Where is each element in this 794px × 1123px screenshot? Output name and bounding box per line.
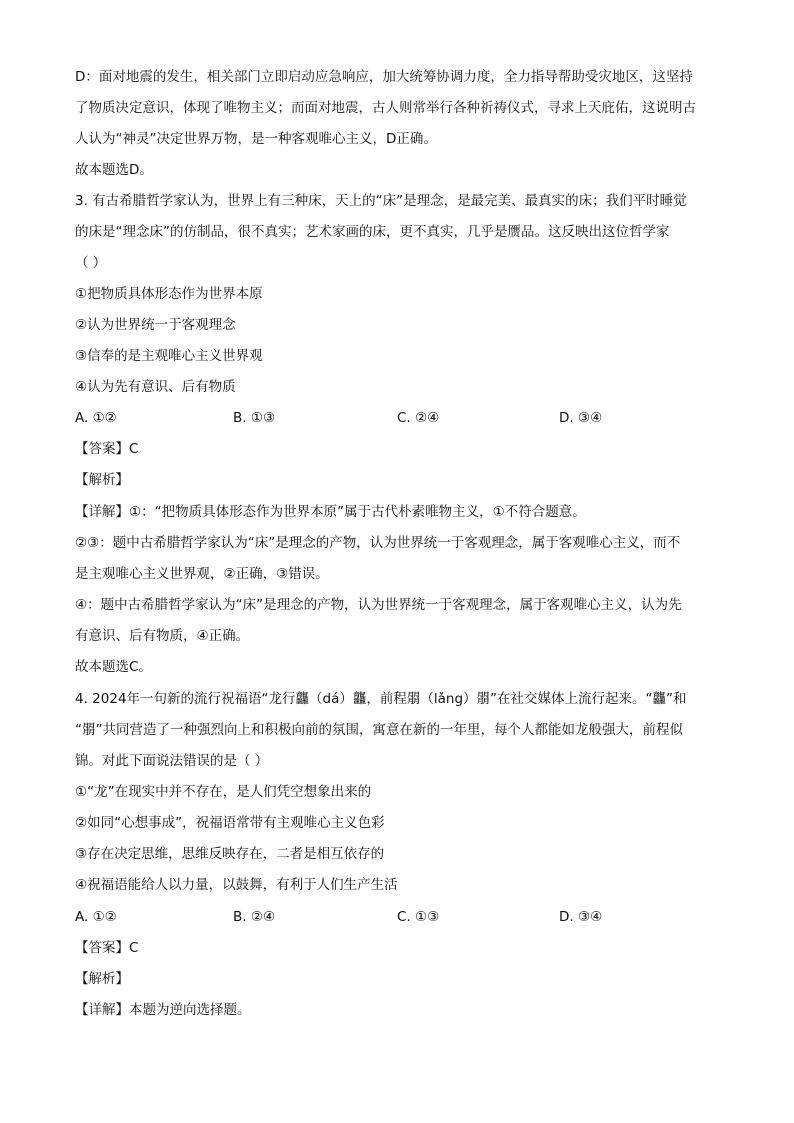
option-d: D. ③④ bbox=[559, 909, 603, 925]
answer-label: 【答案】C bbox=[75, 940, 139, 956]
option-b: B. ①③ bbox=[233, 410, 276, 426]
question-3-stem: （ ） bbox=[75, 255, 107, 271]
detail-line: ②③：题中古希腊哲学家认为“床”是理念的产物，认为世界统一于客观理念，属于客观唯心主义，而不 bbox=[75, 535, 681, 551]
detail-line: 故本题选C。 bbox=[75, 659, 152, 675]
text-line: D：面对地震的发生，相关部门立即启动应急响应，加大统筹协调力度，全力指导帮助受灾地区，这坚持 bbox=[75, 69, 693, 85]
option-a: A. ①② bbox=[75, 410, 117, 426]
question-3-item: ②认为世界统一于客观理念 bbox=[75, 317, 236, 333]
question-3-item: ③信奉的是主观唯心主义世界观 bbox=[75, 348, 263, 364]
analysis-label: 【解析】 bbox=[75, 472, 129, 488]
question-4-options bbox=[75, 908, 725, 926]
option-d: D. ③④ bbox=[559, 410, 603, 426]
option-a: A. ①② bbox=[75, 909, 117, 925]
question-4-stem: 4. 2024年一句新的流行祝福语“龙行龘（dá）龘，前程朤（lǎng）朤”在社交媒体上流行起来。“龘”和 bbox=[75, 691, 687, 707]
question-4-stem: “朤”共同营造了一种强烈向上和积极向前的氛围，寓意在新的一年里，每个人都能如龙般强大，前程似 bbox=[75, 722, 683, 738]
question-4-stem: 锦。对此下面说法错误的是（ ） bbox=[75, 753, 269, 769]
question-3-item: ①把物质具体形态作为世界本原 bbox=[75, 286, 263, 302]
detail-line: 【详解】①：“把物质具体形态作为世界本原”属于古代朴素唯物主义，①不符合题意。 bbox=[75, 504, 586, 520]
option-b: B. ②④ bbox=[233, 909, 276, 925]
question-3-item: ④认为先有意识、后有物质 bbox=[75, 379, 236, 395]
text-line: 了物质决定意识，体现了唯物主义；而面对地震，古人则常举行各种祈祷仪式，寻求上天庇佑，这说明古 bbox=[75, 100, 696, 116]
option-c: C. ①③ bbox=[397, 909, 440, 925]
answer-label: 【答案】C bbox=[75, 441, 139, 457]
question-3-options bbox=[75, 409, 725, 427]
question-3-stem: 3. 有古希腊哲学家认为，世界上有三种床，天上的“床”是理念，是最完美、最真实的床；我们平时睡觉 bbox=[75, 193, 687, 209]
analysis-label: 【解析】 bbox=[75, 971, 129, 987]
detail-line: 有意识、后有物质，④正确。 bbox=[75, 628, 250, 644]
detail-line: 是主观唯心主义世界观，②正确，③错误。 bbox=[75, 566, 329, 582]
question-4-item: ②如同“心想事成”，祝福语常带有主观唯心主义色彩 bbox=[75, 815, 385, 831]
text-line: 故本题选D。 bbox=[75, 162, 153, 178]
option-c: C. ②④ bbox=[397, 410, 440, 426]
question-4-item: ④祝福语能给人以力量，以鼓舞，有利于人们生产生活 bbox=[75, 877, 398, 893]
question-4-item: ①“龙”在现实中并不存在，是人们凭空想象出来的 bbox=[75, 784, 372, 800]
question-4-item: ③存在决定思维，思维反映存在，二者是相互依存的 bbox=[75, 846, 385, 862]
question-3-stem: 的床是“理念床”的仿制品，很不真实；艺术家画的床，更不真实，几乎是赝品。这反映出这位哲学家 bbox=[75, 224, 670, 240]
text-line: 人认为“神灵”决定世界万物，是一种客观唯心主义，D正确。 bbox=[75, 131, 437, 147]
detail-line: 【详解】本题为逆向选择题。 bbox=[75, 1002, 251, 1018]
detail-line: ④：题中古希腊哲学家认为“床”是理念的产物，认为世界统一于客观理念，属于客观唯心主义，认为先 bbox=[75, 597, 682, 613]
